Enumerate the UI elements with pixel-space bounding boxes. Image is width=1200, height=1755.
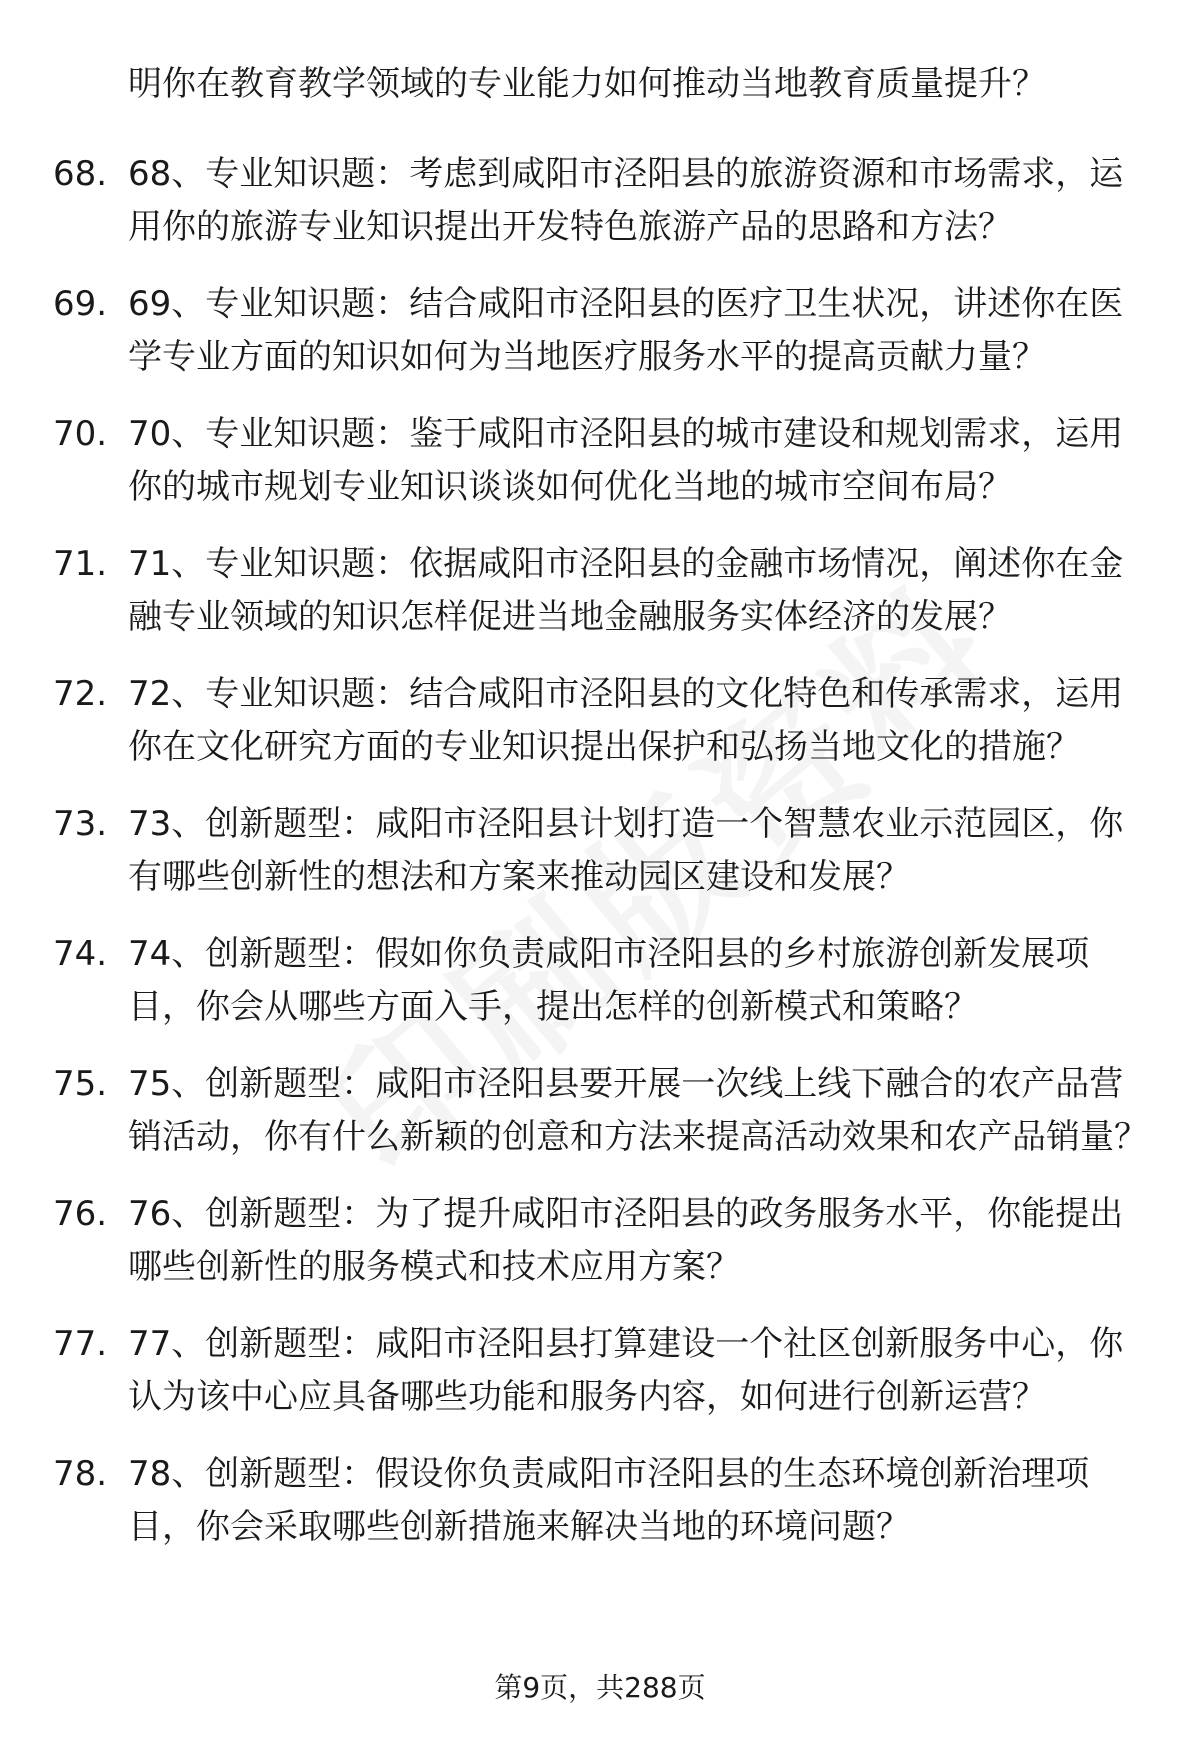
list-item (0, 148, 1200, 254)
question-number: 78. (53, 1454, 108, 1494)
question-number: 77. (53, 1324, 108, 1364)
question-text: 72、专业知识题：结合咸阳市泾阳县的文化特色和传承需求，运用你在文化研究方面的专业知识提出保护和弘扬当地文化的措施？ (128, 674, 1124, 767)
list-item (0, 278, 1200, 384)
question-text: 74、创新题型：假如你负责咸阳市泾阳县的乡村旅游创新发展项目，你会从哪些方面入手，提出怎样的创新模式和策略？ (128, 934, 1090, 1027)
question-number: 75. (53, 1064, 108, 1104)
question-text: 77、创新题型：咸阳市泾阳县打算建设一个社区创新服务中心，你认为该中心应具备哪些功能和服务内容，如何进行创新运营？ (128, 1324, 1124, 1417)
question-text: 68、专业知识题：考虑到咸阳市泾阳县的旅游资源和市场需求，运用你的旅游专业知识提出开发特色旅游产品的思路和方法？ (128, 154, 1124, 247)
question-text: 75、创新题型：咸阳市泾阳县要开展一次线上线下融合的农产品营销活动，你有什么新颖的创意和方法来提高活动效果和农产品销量？ (128, 1064, 1148, 1157)
list-item (0, 1058, 1200, 1164)
list-item (0, 668, 1200, 774)
list-item (0, 538, 1200, 644)
question-number: 76. (53, 1194, 108, 1234)
question-list (0, 148, 1200, 1578)
continuation-text: 明你在教育教学领域的专业能力如何推动当地教育质量提升？ (128, 64, 1046, 104)
question-text: 73、创新题型：咸阳市泾阳县计划打造一个智慧农业示范园区，你有哪些创新性的想法和方案来推动园区建设和发展？ (128, 804, 1124, 897)
page-footer: 第9页，共288页 (494, 1671, 706, 1704)
list-item (0, 798, 1200, 904)
question-text: 78、创新题型：假设你负责咸阳市泾阳县的生态环境创新治理项目，你会采取哪些创新措施来解决当地的环境问题？ (128, 1454, 1090, 1547)
question-text: 69、专业知识题：结合咸阳市泾阳县的医疗卫生状况，讲述你在医学专业方面的知识如何为当地医疗服务水平的提高贡献力量？ (128, 284, 1124, 377)
question-number: 72. (53, 674, 108, 714)
list-item (0, 408, 1200, 514)
list-item (0, 1188, 1200, 1294)
question-text: 71、专业知识题：依据咸阳市泾阳县的金融市场情况，阐述你在金融专业领域的知识怎样促进当地金融服务实体经济的发展？ (128, 544, 1124, 637)
question-number: 69. (53, 284, 108, 324)
list-item (0, 1448, 1200, 1554)
question-number: 74. (53, 934, 108, 974)
question-text: 76、创新题型：为了提升咸阳市泾阳县的政务服务水平，你能提出哪些创新性的服务模式和技术应用方案？ (128, 1194, 1124, 1287)
question-number: 70. (53, 414, 108, 454)
question-number: 71. (53, 544, 108, 584)
list-item (0, 928, 1200, 1034)
question-number: 73. (53, 804, 108, 844)
question-text: 70、专业知识题：鉴于咸阳市泾阳县的城市建设和规划需求，运用你的城市规划专业知识谈谈如何优化当地的城市空间布局？ (128, 414, 1124, 507)
question-number: 68. (53, 154, 108, 194)
list-item (0, 1318, 1200, 1424)
